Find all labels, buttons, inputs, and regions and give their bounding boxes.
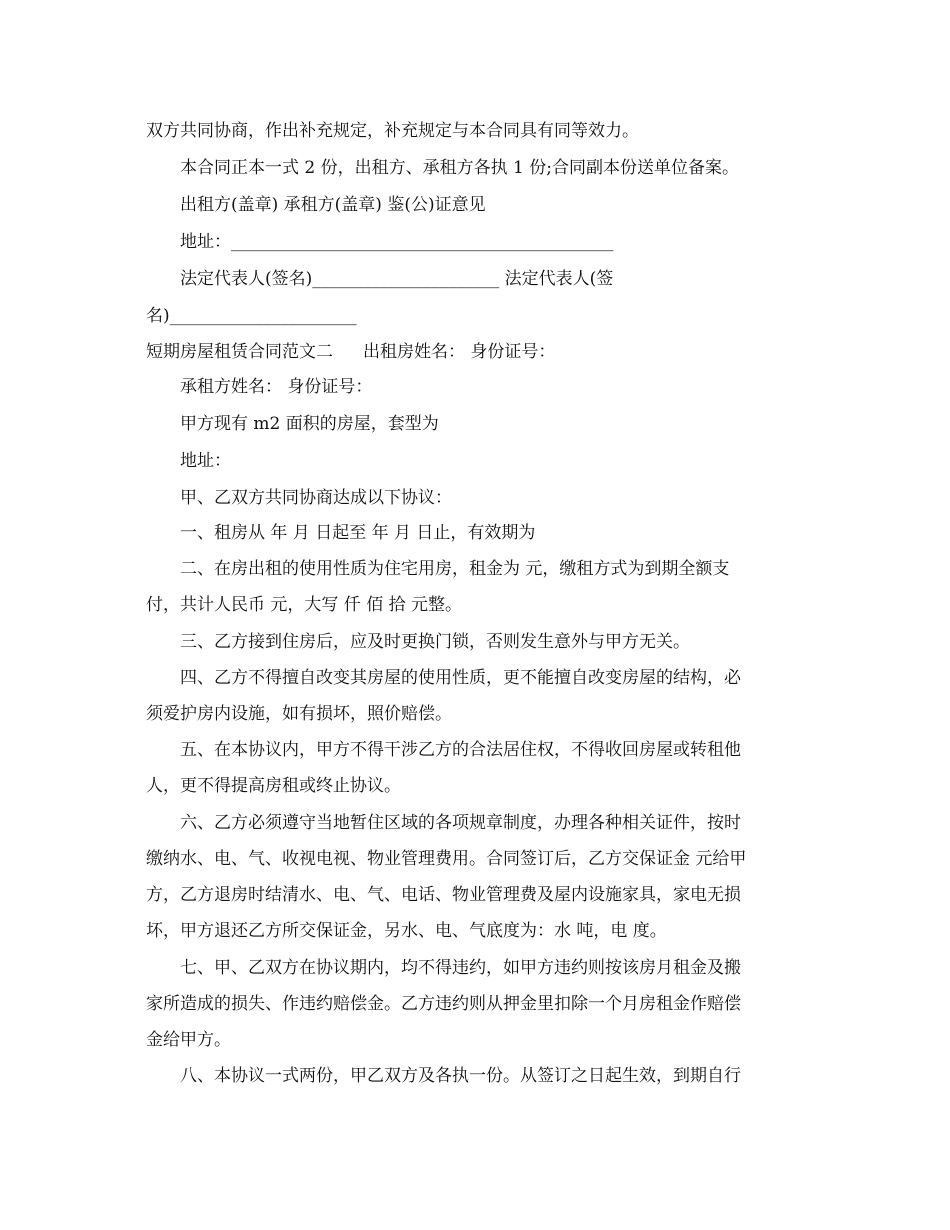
- clause-2-cont: 付，共计人民币 元，大写 仟 佰 拾 元整。: [146, 595, 463, 615]
- address-line: 地址：_____________________________________________: [180, 232, 614, 252]
- text-line: 承租方姓名： 身份证号：: [180, 377, 373, 397]
- text-line: 地址：: [180, 451, 231, 471]
- text-line: 双方共同协商，作出补充规定，补充规定与本合同具有同等效力。: [146, 121, 639, 141]
- clause-7-cont: 金给甲方。: [146, 1030, 231, 1050]
- clause-6: 六、乙方必须遵守当地暂住区域的各项规章制度，办理各种相关证件，按时: [180, 813, 741, 833]
- section-title-line: [0, 341, 555, 363]
- section-title: 短期房屋租赁合同范文二: [146, 342, 333, 362]
- clause-7: 七、甲、乙双方在协议期内，均不得违约，如甲方违约则按该房月租金及搬: [180, 958, 741, 978]
- clause-4: 四、乙方不得擅自改变其房屋的使用性质，更不能擅自改变房屋的结构，必: [180, 668, 741, 688]
- clause-7-cont: 家所造成的损失、作违约赔偿金。乙方违约则从押金里扣除一个月房租金作赔偿: [146, 994, 741, 1014]
- clause-6-cont: 坏，甲方退还乙方所交保证金，另水、电、气底度为：水 吨，电 度。: [146, 921, 667, 941]
- clause-4-cont: 须爱护房内设施，如有损坏，照价赔偿。: [146, 704, 452, 724]
- text-line: 甲、乙双方共同协商达成以下协议：: [180, 488, 452, 508]
- clause-3: 三、乙方接到住房后，应及时更换门锁，否则发生意外与甲方无关。: [180, 632, 690, 652]
- clause-2: 二、在房出租的使用性质为住宅用房，租金为 元，缴租方式为到期全额支: [180, 559, 730, 579]
- text-line: 本合同正本一式 2 份，出租方、承租方各执 1 份;合同副本份送单位备案。: [180, 158, 739, 178]
- signature-line: 法定代表人(签名)______________________ 法定代表人(签: [180, 269, 614, 289]
- text-line: 甲方现有 m2 面积的房屋，套型为: [180, 414, 439, 434]
- text-line: 出租方(盖章) 承租方(盖章) 鉴(公)证意见: [180, 195, 486, 215]
- clause-1: 一、租房从 年 月 日起至 年 月 日止，有效期为: [180, 523, 536, 543]
- lessor-info: 出租房姓名： 身份证号：: [363, 342, 556, 362]
- clause-6-cont: 方，乙方退房时结清水、电、气、电话、物业管理费及屋内设施家具，家电无损: [146, 885, 741, 905]
- clause-8: 八、本协议一式两份，甲乙双方及各执一份。从签订之日起生效，到期自行: [180, 1066, 741, 1086]
- signature-line: 名)______________________: [146, 306, 357, 326]
- clause-5-cont: 人，更不得提高房租或终止协议。: [146, 776, 401, 796]
- clause-5: 五、在本协议内，甲方不得干涉乙方的合法居住权，不得收回房屋或转租他: [180, 740, 741, 760]
- clause-6-cont: 缴纳水、电、气、收视电视、物业管理费用。合同签订后，乙方交保证金 元给甲: [146, 849, 747, 869]
